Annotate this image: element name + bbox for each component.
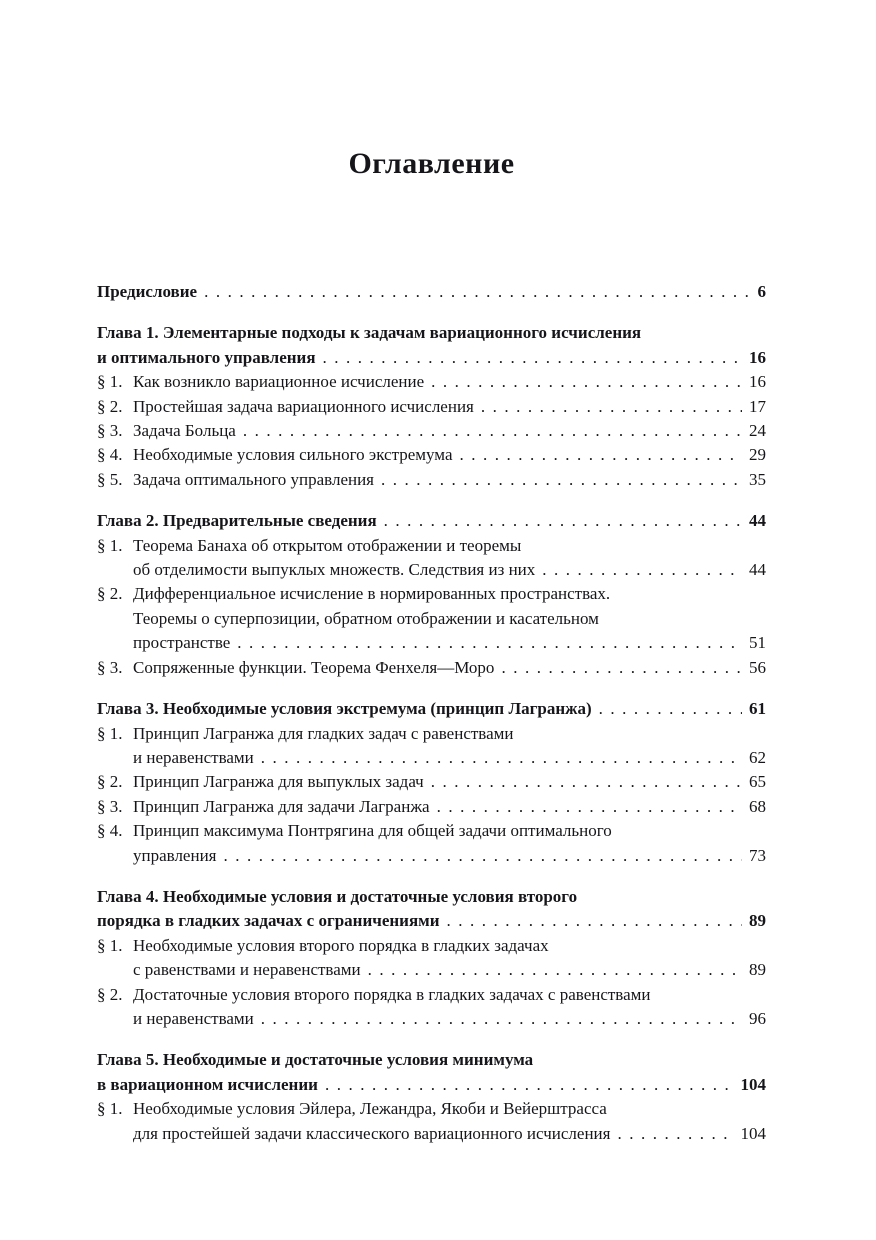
toc-text: Глава 5. Необходимые и достаточные условия минимума — [97, 1050, 534, 1070]
section-label: § 1. — [97, 723, 123, 743]
section-label: § 2. — [97, 584, 123, 604]
toc-entry — [97, 280, 766, 304]
toc-line — [97, 909, 766, 933]
toc-text: Необходимые условия Эйлера, Лежандра, Якоби и Вейерштрасса — [133, 1099, 607, 1119]
dot-leader — [384, 509, 742, 533]
toc-text: с равенствами и неравенствами — [133, 960, 361, 980]
toc-line — [97, 697, 766, 721]
toc-text: Принцип Лагранжа для задачи Лагранжа — [133, 796, 430, 816]
dot-leader — [431, 770, 742, 794]
toc-entry — [97, 370, 766, 394]
dot-leader — [447, 909, 742, 933]
page-number: 68 — [749, 796, 766, 816]
page-number: 16 — [749, 372, 766, 392]
section-label: § 1. — [97, 535, 123, 555]
toc-line — [97, 419, 766, 443]
toc-line — [97, 746, 766, 770]
toc-line — [97, 983, 766, 1007]
toc-line — [97, 885, 766, 909]
toc-text: Глава 1. Элементарные подходы к задачам вариационного исчисления — [97, 323, 642, 343]
toc-text: Задача оптимального управления — [133, 469, 375, 489]
toc-line — [97, 534, 766, 558]
page-number: 44 — [749, 560, 766, 580]
toc-text: управления — [133, 845, 217, 865]
page-number: 24 — [749, 421, 766, 441]
section-label: § 3. — [97, 657, 123, 677]
toc-line — [97, 631, 766, 655]
table-of-contents — [97, 280, 766, 1146]
page-number: 62 — [749, 747, 766, 767]
toc-entry — [97, 722, 766, 771]
page-number: 104 — [740, 1123, 766, 1143]
toc-text: Принцип Лагранжа для гладких задач с равенствами — [133, 723, 514, 743]
toc-line — [97, 321, 766, 345]
toc-line — [97, 958, 766, 982]
toc-line — [97, 509, 766, 533]
toc-entry — [97, 582, 766, 655]
toc-entry — [97, 468, 766, 492]
section-label: § 5. — [97, 469, 123, 489]
dot-leader — [243, 419, 742, 443]
dot-leader — [204, 280, 750, 304]
toc-entry — [97, 1097, 766, 1146]
toc-entry — [97, 934, 766, 983]
toc-line — [97, 1007, 766, 1031]
dot-leader — [460, 443, 743, 467]
toc-text: Теорема Банаха об открытом отображении и теоремы — [133, 535, 522, 555]
toc-entry — [97, 656, 766, 680]
page-number: 44 — [749, 511, 766, 531]
toc-line — [97, 656, 766, 680]
toc-text: в вариационном исчислении — [97, 1074, 318, 1094]
toc-line — [97, 819, 766, 843]
toc-line — [97, 1097, 766, 1121]
toc-line — [97, 934, 766, 958]
toc-text: и неравенствами — [133, 747, 254, 767]
page-number: 89 — [749, 911, 766, 931]
dot-leader — [368, 958, 742, 982]
page-number: 56 — [749, 657, 766, 677]
dot-leader — [237, 631, 742, 655]
toc-text: Как возникло вариационное исчисление — [133, 372, 425, 392]
page-number: 61 — [749, 699, 766, 719]
toc-line — [97, 1073, 766, 1097]
toc-text: пространстве — [133, 633, 231, 653]
section-label: § 2. — [97, 772, 123, 792]
section-label: § 4. — [97, 445, 123, 465]
toc-line — [97, 346, 766, 370]
section-label: § 2. — [97, 984, 123, 1004]
toc-line — [97, 443, 766, 467]
page-number: 65 — [749, 772, 766, 792]
dot-leader — [381, 468, 742, 492]
toc-entry — [97, 983, 766, 1032]
toc-line — [97, 607, 766, 631]
section-label: § 3. — [97, 421, 123, 441]
toc-entry — [97, 443, 766, 467]
dot-leader — [501, 656, 742, 680]
page-title: Оглавление — [348, 147, 515, 180]
toc-text: Глава 2. Предварительные сведения — [97, 511, 377, 531]
toc-text: Дифференциальное исчисление в нормированных пространствах. — [133, 584, 611, 604]
toc-text: Глава 3. Необходимые условия экстремума (принцип Лагранжа) — [97, 699, 592, 719]
toc-text: и оптимального управления — [97, 347, 316, 367]
toc-entry — [97, 885, 766, 934]
toc-entry — [97, 697, 766, 721]
book-page — [97, 0, 766, 1146]
toc-text: об отделимости выпуклых множеств. Следствия из них — [133, 560, 536, 580]
dot-leader — [481, 395, 742, 419]
section-label: § 1. — [97, 372, 123, 392]
section-label: § 1. — [97, 935, 123, 955]
toc-text: Необходимые условия сильного экстремума — [133, 445, 453, 465]
toc-line — [97, 558, 766, 582]
toc-entry — [97, 770, 766, 794]
dot-leader — [261, 746, 742, 770]
toc-text: Необходимые условия второго порядка в гладких задачах — [133, 935, 549, 955]
toc-text: и неравенствами — [133, 1008, 254, 1028]
toc-text: Принцип максимума Понтрягина для общей задачи оптимального — [133, 821, 612, 841]
dot-leader — [542, 558, 742, 582]
toc-text: порядка в гладких задачах с ограничениями — [97, 911, 440, 931]
toc-entry — [97, 534, 766, 583]
page-number: 51 — [749, 633, 766, 653]
page-number: 35 — [749, 469, 766, 489]
toc-line — [97, 844, 766, 868]
toc-line — [97, 770, 766, 794]
page-number: 6 — [757, 282, 766, 301]
dot-leader — [224, 844, 743, 868]
page-number: 89 — [749, 960, 766, 980]
toc-line — [97, 1048, 766, 1072]
toc-entry — [97, 1048, 766, 1097]
toc-line — [97, 582, 766, 606]
section-label: § 3. — [97, 796, 123, 816]
toc-text: Простейшая задача вариационного исчисления — [133, 396, 474, 416]
dot-leader — [325, 1073, 734, 1097]
page-number: 17 — [749, 396, 766, 416]
toc-line — [97, 395, 766, 419]
dot-leader — [261, 1007, 742, 1031]
toc-line — [97, 370, 766, 394]
toc-text: Теоремы о суперпозиции, обратном отображении и касательном — [133, 608, 599, 628]
toc-text: для простейшей задачи классического вариационного исчисления — [133, 1123, 611, 1143]
toc-entry — [97, 395, 766, 419]
section-label: § 1. — [97, 1099, 123, 1119]
section-label: § 2. — [97, 396, 123, 416]
toc-entry — [97, 509, 766, 533]
page-number: 16 — [749, 347, 766, 367]
section-label: § 4. — [97, 821, 123, 841]
page-number: 104 — [740, 1074, 766, 1094]
page-number: 73 — [749, 845, 766, 865]
toc-text: Сопряженные функции. Теорема Фенхеля—Моро — [133, 657, 495, 677]
toc-entry — [97, 795, 766, 819]
toc-text: Предисловие — [97, 282, 198, 301]
page-number: 96 — [749, 1008, 766, 1028]
toc-line — [97, 722, 766, 746]
toc-line — [97, 1122, 766, 1146]
toc-text: Принцип Лагранжа для выпуклых задач — [133, 772, 424, 792]
dot-leader — [437, 795, 742, 819]
toc-text: Глава 4. Необходимые условия и достаточные условия второго — [97, 886, 578, 906]
toc-text: Задача Больца — [133, 421, 236, 441]
toc-entry — [97, 819, 766, 868]
dot-leader — [617, 1122, 733, 1146]
toc-line — [97, 280, 766, 304]
toc-line — [97, 468, 766, 492]
dot-leader — [323, 346, 742, 370]
dot-leader — [431, 370, 742, 394]
toc-text: Достаточные условия второго порядка в гладких задачах с равенствами — [133, 984, 651, 1004]
dot-leader — [599, 697, 742, 721]
page-number: 29 — [749, 445, 766, 465]
toc-entry — [97, 321, 766, 370]
toc-line — [97, 795, 766, 819]
toc-entry — [97, 419, 766, 443]
